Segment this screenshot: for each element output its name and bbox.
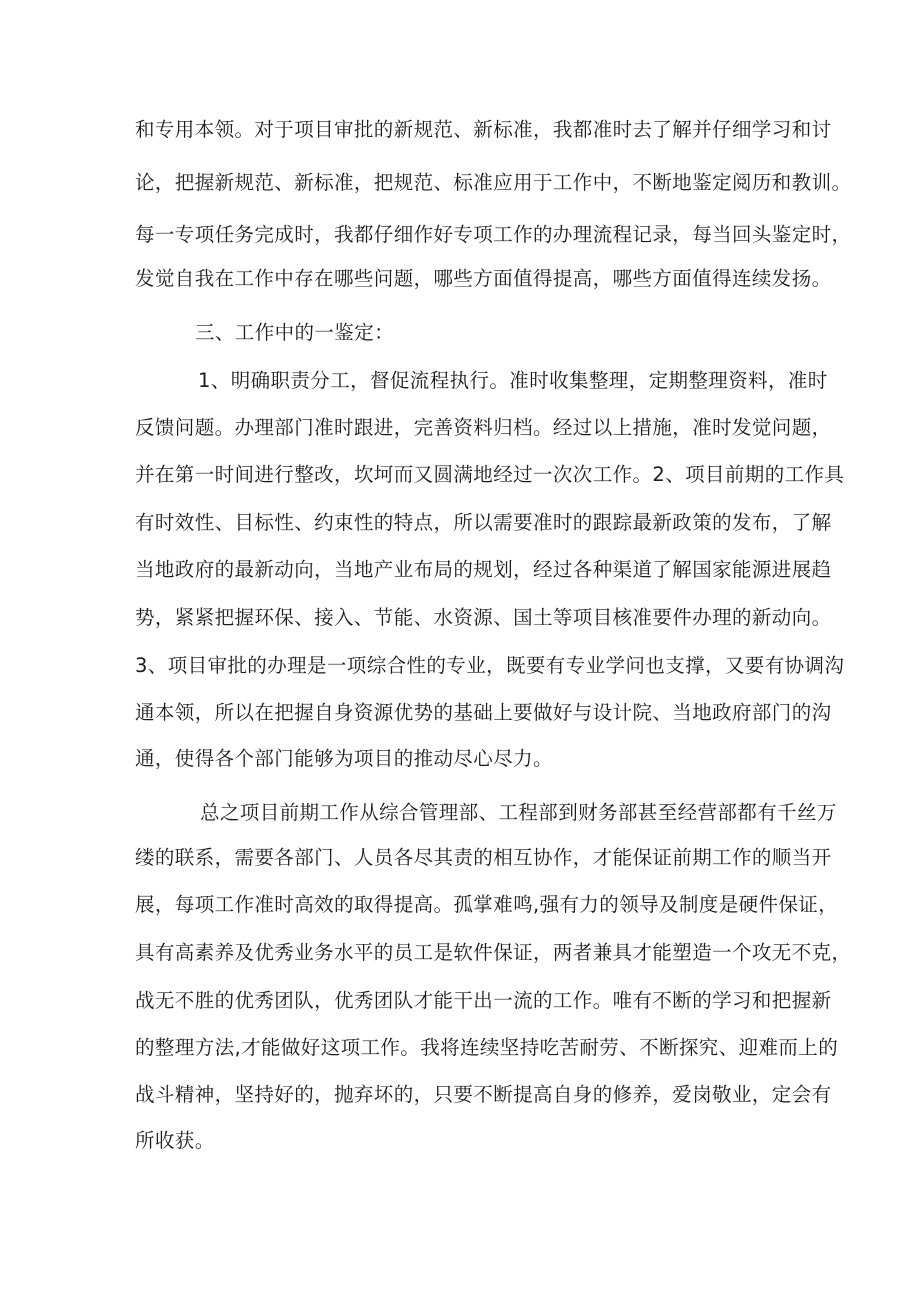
paragraph-line: 通，使得各个部门能够为项目的推动尽心尽力。: [135, 747, 553, 770]
paragraph-line: 1、明确职责分工，督促流程执行。准时收集整理，定期整理资料，准时: [198, 369, 828, 392]
section-heading: 三、工作中的一鉴定：: [195, 321, 395, 344]
paragraph-line: 3、项目审批的办理是一项综合性的专业，既要有专业学问也支撑，又要有协调沟: [135, 654, 845, 677]
paragraph-line: 当地政府的最新动向，当地产业布局的规划，经过各种渠道了解国家能源进展趋: [135, 558, 832, 581]
paragraph-line: 发觉自我在工作中存在哪些问题，哪些方面值得提高，哪些方面值得连续发扬。: [135, 267, 832, 290]
paragraph-line: 的整理方法,才能做好这项工作。我将连续坚持吃苦耐劳、不断探究、迎难而上的: [135, 1036, 839, 1059]
paragraph-line: 通本领，所以在把握自身资源优势的基础上要做好与设计院、当地政府部门的沟: [135, 701, 832, 724]
paragraph-line: 战无不胜的优秀团队，优秀团队才能干出一流的工作。唯有不断的学习和把握新: [135, 989, 832, 1012]
paragraph-line: 有时效性、目标性、约束性的特点，所以需要准时的跟踪最新政策的发布，了解: [135, 511, 832, 534]
paragraph-line: 总之项目前期工作从综合管理部、工程部到财务部甚至经营部都有千丝万: [200, 801, 837, 824]
paragraph-line: 展，每项工作准时高效的取得提高。孤掌难鸣,强有力的领导及制度是硬件保证，: [135, 893, 839, 916]
paragraph-line: 论，把握新规范、新标准，把规范、标准应用于工作中，不断地鉴定阅历和教训。: [135, 171, 852, 194]
paragraph-line: 势，紧紧把握环保、接入、节能、水资源、国土等项目核准要件办理的新动向。: [135, 606, 832, 629]
paragraph-line: 所收获。: [135, 1129, 215, 1152]
paragraph-line: 和专用本领。对于项目审批的新规范、新标准，我都准时去了解并仔细学习和讨: [135, 118, 832, 141]
paragraph-line: 具有高素养及优秀业务水平的员工是软件保证，两者兼具才能塑造一个攻无不克，: [135, 941, 852, 964]
paragraph-line: 战斗精神，坚持好的，抛弃坏的，只要不断提高自身的修养，爱岗敬业，定会有: [135, 1083, 832, 1106]
paragraph-line: 反馈问题。办理部门准时跟进，完善资料归档。经过以上措施，准时发觉问题，: [135, 416, 832, 439]
paragraph-line: 缕的联系，需要各部门、人员各尽其责的相互协作，才能保证前期工作的顺当开: [135, 846, 832, 869]
paragraph-line: 并在第一时间进行整改，坎坷而又圆满地经过一次次工作。2、项目前期的工作具: [135, 463, 845, 486]
paragraph-line: 每一专项任务完成时，我都仔细作好专项工作的办理流程记录，每当回头鉴定时，: [135, 223, 852, 246]
